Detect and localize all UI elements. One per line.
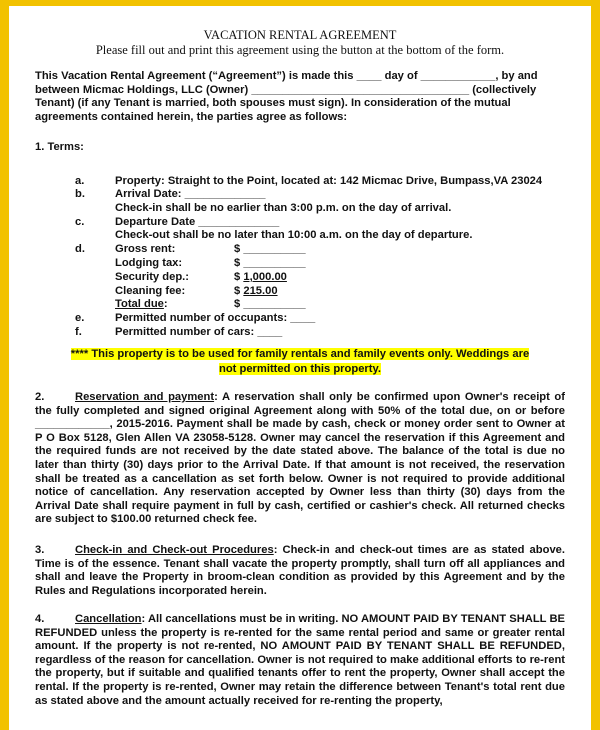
property-address: Property: Straight to the Point, located at: 142 Micmac Drive, Bumpass,VA 23024: [115, 175, 543, 187]
document-subtitle: Please fill out and print this agreement using the button at the bottom of the form.: [95, 43, 505, 57]
lodging-tax-value: $ __________: [234, 257, 306, 269]
gross-rent-label: Gross rent:: [115, 243, 176, 255]
gross-rent-value: $ __________: [234, 243, 306, 255]
check-out-note: Check-out shall be no later than 10:00 a.m. on the day of departure.: [115, 229, 473, 241]
term-letter: a.: [75, 175, 85, 187]
currency-symbol: $: [234, 271, 244, 283]
cleaning-fee-value: 215.00: [243, 285, 278, 297]
total-due-colon: :: [163, 298, 168, 310]
occupants-field: Permitted number of occupants: ____: [115, 312, 316, 324]
term-letter: e.: [75, 312, 85, 324]
term-letter: f.: [75, 326, 82, 338]
security-deposit-value: 1,000.00: [243, 271, 287, 283]
terms-heading: 1. Terms:: [35, 141, 84, 153]
cleaning-fee-label: Cleaning fee:: [115, 285, 186, 297]
security-deposit-label: Security dep.:: [115, 271, 189, 283]
section-heading: Reservation and payment: [75, 391, 215, 403]
document-title: VACATION RENTAL AGREEMENT: [203, 28, 397, 42]
section-reservation-payment: [35, 391, 565, 527]
section-body: : All cancellations must be in writing. NO AMOUNT PAID BY TENANT SHALL BE REFUNDED unless the property is re-rented for the same rental period and same or greater rental amount. If the property is not re-rented, NO AMOUNT PAID BY TENANT SHALL BE REFUNDED, regardless of the reason for cancellation. Owner is not required to make additional efforts to re-rent the property, but if suitable and qualified tenants offer to rent the property, Owner shall accept the rental. If the property is re-rented, Owner may retain the difference between Tenant's total rent due as stated above and the amount actually received for re-renting the property,: [35, 613, 565, 707]
family-use-notice: [35, 347, 565, 377]
intro-paragraph: This Vacation Rental Agreement (“Agreement”) is made this ____ day of ____________, by and between Micmac Holdings, LLC (Owner) ___________________________________ (collectively Tenant) (if any Tenant is married, both spouses must sign). In consideration of the mutual agreements contained herein, the parties agree as follows:: [35, 70, 538, 123]
document-page: [9, 6, 591, 730]
notice-line-1: **** This property is to be used for family rentals and family events only. Weddings are: [70, 348, 530, 360]
total-due-value: $ __________: [234, 298, 306, 310]
security-deposit-amount: [234, 271, 287, 285]
currency-symbol: $: [234, 285, 244, 297]
cleaning-fee-amount: [234, 285, 278, 299]
term-letter: d.: [75, 243, 85, 255]
cars-field: Permitted number of cars: ____: [115, 326, 283, 338]
term-letter: b.: [75, 188, 85, 200]
total-due-label: Total due: [115, 298, 164, 310]
notice-line-2: not permitted on this property.: [218, 363, 381, 375]
section-check-in-out: [35, 544, 565, 598]
term-letter: c.: [75, 216, 85, 228]
check-in-note: Check-in shall be no earlier than 3:00 p.m. on the day of arrival.: [115, 202, 452, 214]
total-due-label-wrap: [115, 298, 168, 312]
section-cancellation: [35, 613, 565, 708]
section-heading: Check-in and Check-out Procedures: [75, 544, 274, 556]
departure-date-field: Departure Date _____________: [115, 216, 280, 228]
section-body: : A reservation shall only be confirmed upon Owner's receipt of the fully completed and signed original Agreement along with 50% of the total due, on or before ____________, 2015-2016. Payment shall be made by cash, check or money order sent to Owner at P O Box 5128, Glen Allen VA 23058-5128. Owner may cancel the reservation if this Agreement and the required funds are not received by the date stated above. The balance of the total is due no later than thirty (30) days prior to the Arrival Date. If that amount is not received, the reservation shall be treated as a cancellation as set forth below. Owner is not required to provide additional notice of cancellation. Any reservation accepted by Owner less than thirty (30) days from the Arrival Date shall require payment in full by cash, certified or cashier's check. All returned checks are subject to $100.00 returned check fee.: [35, 391, 565, 526]
section-body: : Check-in and check-out times are as stated above. Time is of the essence. Tenant shall vacate the property promptly, shall turn off all appliances and shall and leave the Property in broom-clean condition as provided by this Agreement and by the Rules and Regulations incorporated herein.: [35, 544, 566, 597]
section-heading: Cancellation: [75, 613, 142, 625]
arrival-date-field: Arrival Date: _____________: [115, 188, 266, 200]
section-number: 4.: [35, 613, 45, 625]
section-number: 2.: [35, 391, 45, 403]
lodging-tax-label: Lodging tax:: [115, 257, 183, 269]
section-number: 3.: [35, 544, 45, 556]
